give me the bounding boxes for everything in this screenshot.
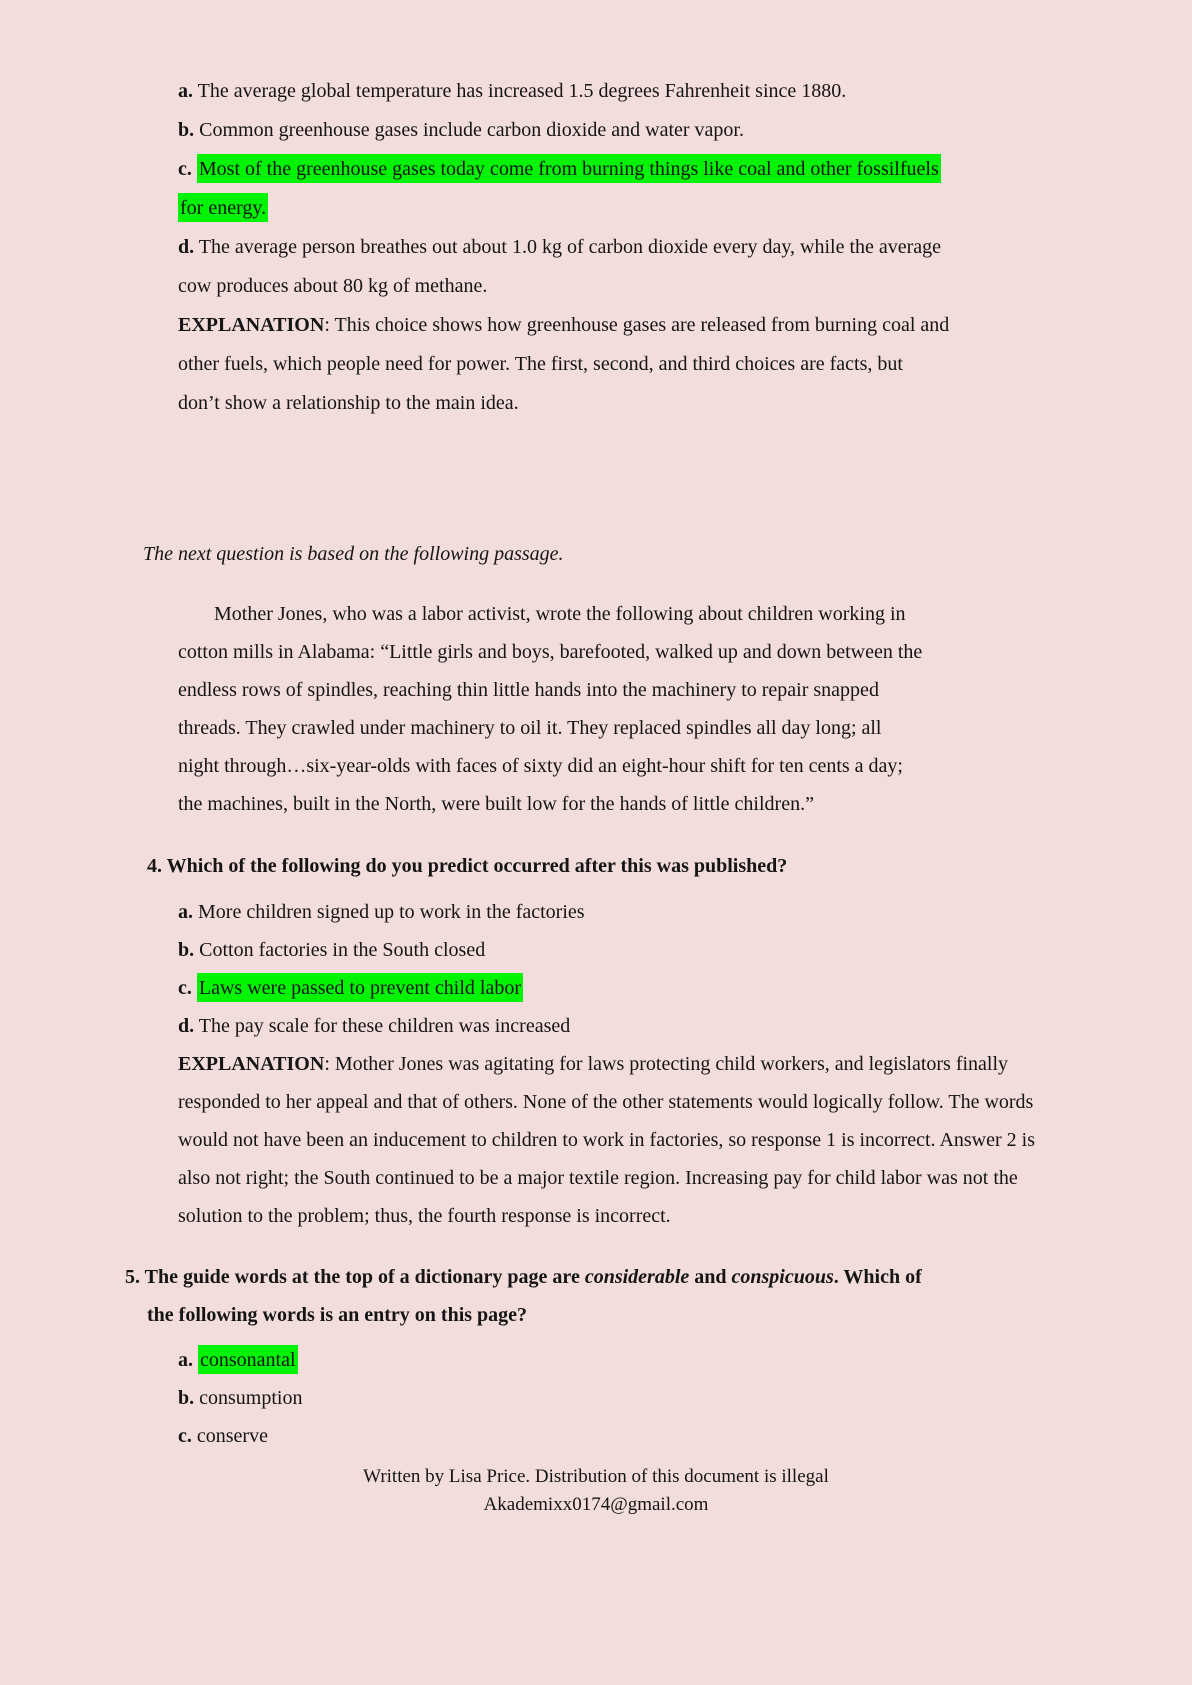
q3-option-d-line-2: cow produces about 80 kg of methane. — [178, 275, 488, 297]
q5-option-a-line: a. consonantal — [178, 1345, 298, 1376]
q4-question: 4. Which of the following do you predict occurred after this was published? — [147, 855, 788, 877]
passage-line-1: Mother Jones, who was a labor activist, wrote the following about children working in — [214, 603, 906, 625]
q4-explanation-line-4: also not right; the South continued to be a major textile region. Increasing pay for child labor was not the — [178, 1167, 1018, 1189]
passage-line-5: night through…six-year-olds with faces of sixty did an eight-hour shift for ten cents a day; — [178, 755, 903, 777]
q4-explanation-line-3: would not have been an inducement to children to work in factories, so response 1 is incorrect. Answer 2 is — [178, 1129, 1036, 1151]
q3-explanation-line-3: don’t show a relationship to the main idea. — [178, 392, 519, 414]
q4-explanation-line-5: solution to the problem; thus, the fourth response is incorrect. — [178, 1205, 671, 1227]
q5-question-line-2: the following words is an entry on this page? — [147, 1304, 528, 1326]
footer-email-line: Akademixx0174@gmail.com — [483, 1494, 709, 1515]
passage-line-3: endless rows of spindles, reaching thin little hands into the machinery to repair snapped — [178, 679, 879, 701]
q4-option-c-line: c. Laws were passed to prevent child labor — [178, 973, 523, 1004]
passage-note: The next question is based on the following passage. — [143, 543, 564, 565]
passage-line-4: threads. They crawled under machinery to oil it. They replaced spindles all day long; all — [178, 717, 882, 739]
q4-explanation-line-1: EXPLANATION: Mother Jones was agitating for laws protecting child workers, and legislators finally — [178, 1053, 1009, 1075]
q3-option-a-line: a. The average global temperature has increased 1.5 degrees Fahrenheit since 1880. — [178, 80, 847, 102]
q5-question-line-1: 5. The guide words at the top of a dictionary page are considerable and conspicuous. Which of — [125, 1266, 922, 1288]
q5-option-b-line: b. consumption — [178, 1387, 303, 1409]
q3-option-c-line-1: c. Most of the greenhouse gases today come from burning things like coal and other fossilfuels — [178, 154, 941, 185]
q3-option-d-line-1: d. The average person breathes out about 1.0 kg of carbon dioxide every day, while the average — [178, 236, 942, 258]
q4-option-d-line: d. The pay scale for these children was increased — [178, 1015, 571, 1037]
q3-option-c-line-2: for energy. — [178, 193, 268, 224]
q4-option-b-line: b. Cotton factories in the South closed — [178, 939, 486, 961]
footer-author-line: Written by Lisa Price. Distribution of this document is illegal — [363, 1466, 829, 1487]
passage-line-2: cotton mills in Alabama: “Little girls and boys, barefooted, walked up and down between the — [178, 641, 923, 663]
q3-explanation-line-1: EXPLANATION: This choice shows how greenhouse gases are released from burning coal and — [178, 314, 950, 336]
q4-explanation-line-2: responded to her appeal and that of others. None of the other statements would logically follow. The words — [178, 1091, 1034, 1113]
q5-option-c-line: c. conserve — [178, 1425, 268, 1447]
q4-option-a-line: a. More children signed up to work in the factories — [178, 901, 585, 923]
passage-line-6: the machines, built in the North, were built low for the hands of little children.” — [178, 793, 814, 815]
q3-explanation-line-2: other fuels, which people need for power. The first, second, and third choices are facts, but — [178, 353, 903, 375]
q3-option-b-line: b. Common greenhouse gases include carbon dioxide and water vapor. — [178, 119, 744, 141]
